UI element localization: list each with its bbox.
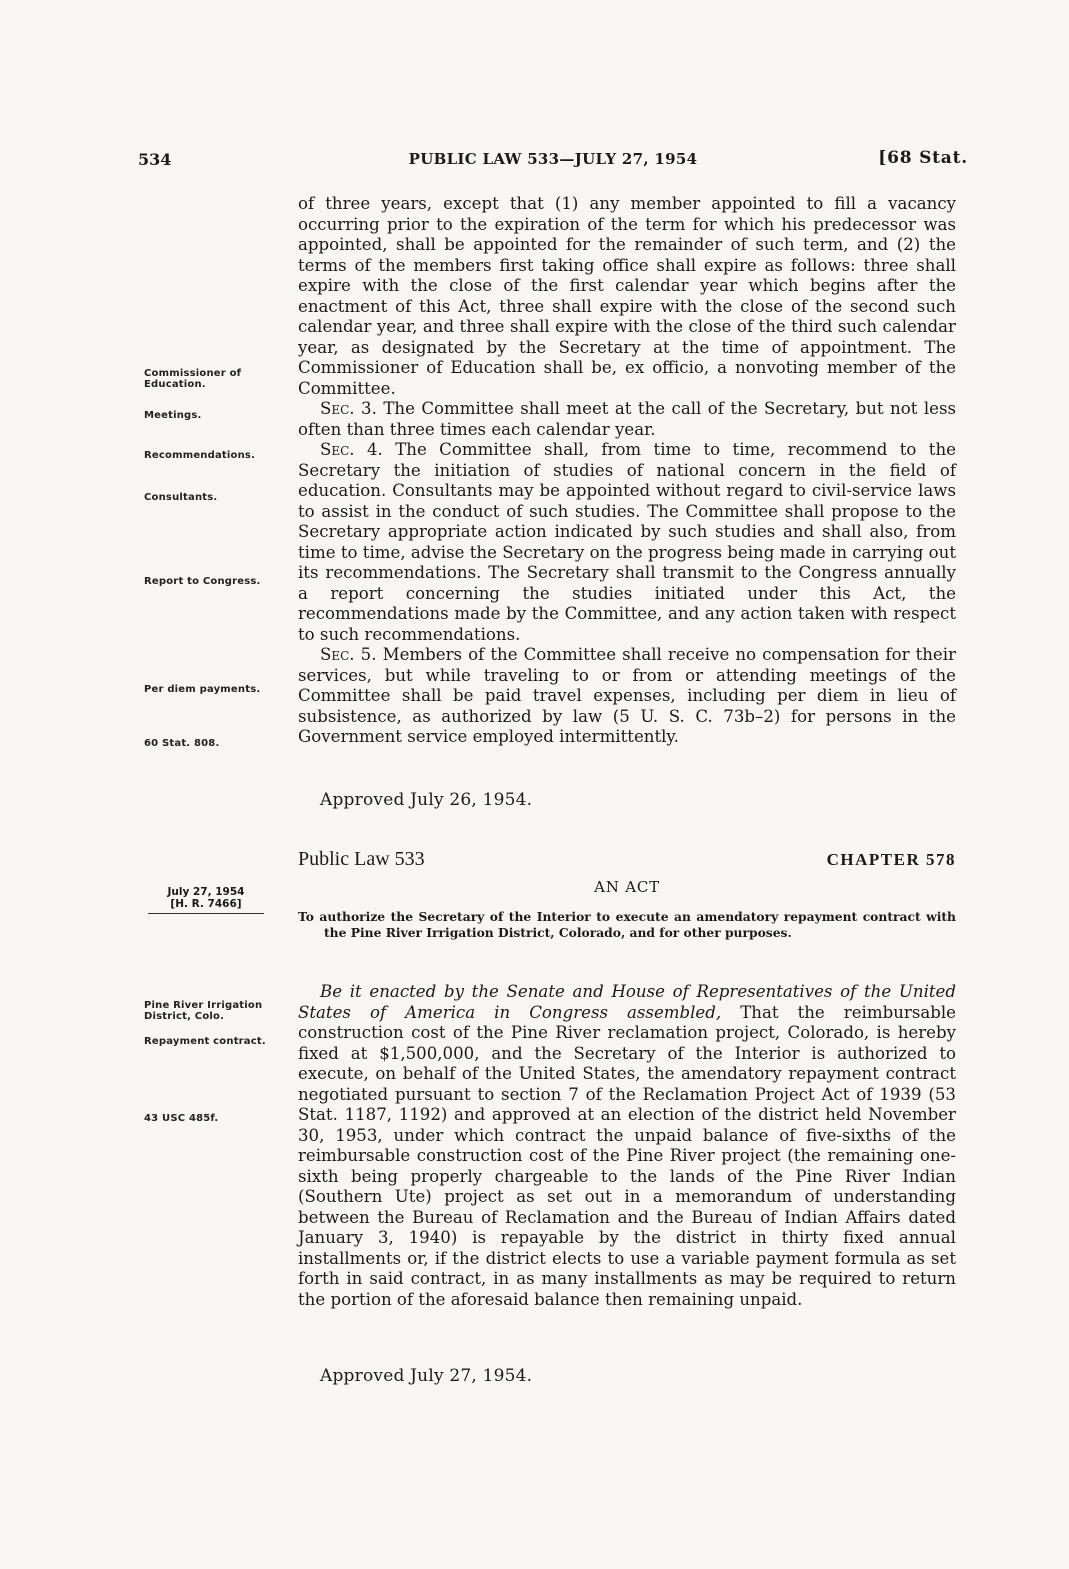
act-body: That the reimbursable construction cost of the Pine River reclamation project, Colorado, is hereby fixed at $1,500,000, and the Secretary of the Interior is authorized to execute, on behalf of the United States, the amendatory repayment contract negotiated pursuant to section 7 of the Reclamation Project Act of 1939 (53 Stat. 1187, 1192) and approved at an election of the district held November 30, 1953, under which contract the unpaid balance of five-sixths of the reimbursable construction cost of the Pine River project (the remaining one-sixth being properly chargeable to the lands of the Pine River Indian (Southern Ute) project as set out in a memorandum of understanding between the Bureau of Reclamation and the Bureau of Indian Affairs dated January 3, 1940) is repayable by the district in thirty fixed annual installments or, if the district elects to use a variable payment formula as set forth in said contract, in as many installments as may be required to return the portion of the aforesaid balance then remaining unpaid. [298, 1002, 956, 1309]
enactment-date-box [148, 886, 264, 914]
first-law-text [298, 194, 956, 748]
public-law-title: Public Law 533 [298, 848, 425, 870]
enacting-clause: Be it enacted by the Senate and House of Representatives of the United States of America in Congress assembled, [298, 982, 956, 1022]
margin-note-repayment: Repayment contract. [144, 1036, 266, 1047]
section-3-text: The Committee shall meet at the call of the Secretary, but not less often than three times each calendar year. [298, 399, 956, 439]
margin-note-recommendations: Recommendations. [144, 450, 256, 461]
second-law-approved: Approved July 27, 1954. [320, 1366, 533, 1386]
paragraph-continuation: of three years, except that (1) any member appointed to fill a vacancy occurring prior to the expiration of the term for which his predecessor was appointed, shall be appointed for the remainder of such term, and (2) the terms of the members first taking office shall expire as follows: three shall expire with the close of the first calendar year which begins after the enactment of this Act, three shall expire with the close of the second such calendar year, and three shall expire with the close of the third such calendar year, as designated by the Secretary at the time of appointment. The Commissioner of Education shall be, ex officio, a nonvoting member of the Committee. [298, 194, 956, 398]
section-4-text: The Committee shall, from time to time, recommend to the Secretary the initiation of studies of national concern in the field of education. Consultants may be appointed without regard to civil-service laws to assist in the conduct of such studies. The Committee shall propose to the Secretary appropriate action indicated by such studies and shall also, from time to time, advise the Secretary on the progress being made in carrying out its recommendations. The Secretary shall transmit to the Congress annually a report concerning the studies initiated under this Act, the recommendations made by the Committee, and any action taken with respect to such recommendations. [298, 440, 956, 644]
running-head [138, 150, 968, 178]
section-4-label: Sec. 4. [320, 440, 383, 459]
running-title: PUBLIC LAW 533—JULY 27, 1954 [408, 150, 698, 168]
section-4 [298, 440, 956, 645]
enacting-paragraph [298, 982, 956, 1310]
section-5 [298, 645, 956, 748]
margin-note-meetings: Meetings. [144, 410, 202, 421]
section-3-label: Sec. 3. [320, 399, 377, 418]
margin-note-consultants: Consultants. [144, 492, 218, 503]
section-5-text: Members of the Committee shall receive no compensation for their services, but while traveling to or from or attending meetings of the Committee shall be paid travel expenses, including per diem in lieu of subsistence, as authorized by law (5 U. S. C. 73b–2) for persons in the Government service employed intermittently. [298, 645, 956, 746]
section-3 [298, 399, 956, 440]
chapter-number: CHAPTER 578 [826, 850, 956, 869]
bill-number: [H. R. 7466] [170, 898, 242, 910]
second-law-text [298, 982, 956, 1310]
section-5-label: Sec. 5. [320, 645, 377, 664]
page-number: 534 [138, 150, 172, 169]
volume-reference: [68 Stat. [878, 148, 968, 168]
margin-note-pine-river: Pine River Irrigation District, Colo. [144, 1000, 263, 1022]
date-box-rule [148, 913, 264, 914]
margin-note-usc: 43 USC 485f. [144, 1113, 219, 1124]
act-purpose: To authorize the Secretary of the Interior to execute an amendatory repayment contract with the Pine River Irrigation District, Colorado, and for other purposes. [298, 909, 956, 940]
margin-note-commissioner: Commissioner of Education. [144, 368, 242, 390]
enactment-date: July 27, 1954 [167, 886, 245, 898]
first-law-approved: Approved July 26, 1954. [320, 790, 533, 810]
an-act-heading: AN ACT [594, 878, 660, 896]
margin-note-report: Report to Congress. [144, 576, 261, 587]
margin-note-per-diem: Per diem payments. [144, 684, 261, 695]
margin-note-stat-808: 60 Stat. 808. [144, 738, 220, 749]
